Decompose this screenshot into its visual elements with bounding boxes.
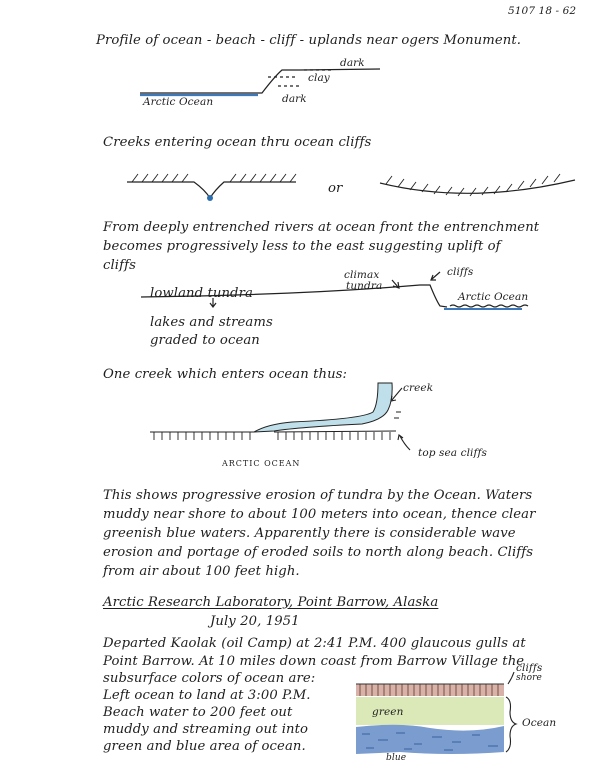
label-climax: climax <box>344 269 380 281</box>
erosion-line-5: from air about 100 feet high. <box>103 564 300 579</box>
label-graded-ocean: graded to ocean <box>150 333 260 348</box>
label-dark-top: dark <box>340 57 365 69</box>
entrench-line-1: From deeply entrenched rivers at ocean front the entrenchment <box>103 220 540 235</box>
label-lowland-tundra: lowland tundra <box>150 286 253 301</box>
entry-line-7: green and blue area of ocean. <box>103 739 306 754</box>
entry-line-3: subsurface colors of ocean are: <box>103 671 316 686</box>
label-arctic-ocean-2: Arctic Ocean <box>458 291 529 303</box>
erosion-line-2: muddy near shore to about 100 meters into ocean, thence clear <box>103 507 536 522</box>
label-lakes-streams: lakes and streams <box>150 315 273 330</box>
label-sketch-cliffs: cliffs <box>516 662 543 674</box>
entrench-line-3: cliffs <box>103 258 136 273</box>
or-label: or <box>328 181 343 196</box>
creeks-title: Creeks entering ocean thru ocean cliffs <box>103 135 372 150</box>
label-sketch-green: green <box>372 706 404 718</box>
label-climax-tundra: tundra <box>346 280 383 292</box>
label-arctic-ocean-caps: ARCTIC OCEAN <box>222 459 301 468</box>
erosion-line-4: erosion and portage of eroded soils to north along beach. Cliffs <box>103 545 534 560</box>
entry-date: July 20, 1951 <box>210 614 300 629</box>
label-arctic-ocean: Arctic Ocean <box>143 96 214 108</box>
lab-heading: Arctic Research Laboratory, Point Barrow, Alaska <box>103 595 439 610</box>
label-dark-bottom: dark <box>282 93 307 105</box>
profile-title: Profile of ocean - beach - cliff - uplands near ogers Monument. <box>96 33 522 48</box>
cliffs-shore-arrow <box>508 672 514 684</box>
entrench-line-2: becomes progressively less to the east suggesting uplift of <box>103 239 501 254</box>
entry-line-1: Departed Kaolak (oil Camp) at 2:41 P.M. 400 glaucous gulls at <box>103 636 526 651</box>
entry-line-4: Left ocean to land at 3:00 P.M. <box>103 688 311 703</box>
label-clay: clay <box>308 72 330 84</box>
label-creek: creek <box>403 382 434 394</box>
one-creek-title: One creek which enters ocean thus: <box>103 367 348 382</box>
erosion-line-1: This shows progressive erosion of tundra by the Ocean. Waters <box>103 488 533 503</box>
ocean-brace <box>506 697 516 752</box>
label-sketch-ocean: Ocean <box>522 717 557 729</box>
erosion-line-3: greenish blue waters. Apparently there is considerable wave <box>103 526 516 541</box>
blue-water-band <box>356 725 504 754</box>
label-cliffs: cliffs <box>447 266 474 278</box>
page-number: 5107 18 - 62 <box>508 5 577 17</box>
label-top-sea-cliffs: top sea cliffs <box>418 447 487 459</box>
entry-line-5: Beach water to 200 feet out <box>103 705 293 720</box>
label-sketch-shore: shore <box>516 673 542 683</box>
label-sketch-blue: blue <box>386 753 407 763</box>
entry-line-2: Point Barrow. At 10 miles down coast from Barrow Village the <box>103 654 525 669</box>
entry-line-6: muddy and streaming out into <box>103 722 309 737</box>
